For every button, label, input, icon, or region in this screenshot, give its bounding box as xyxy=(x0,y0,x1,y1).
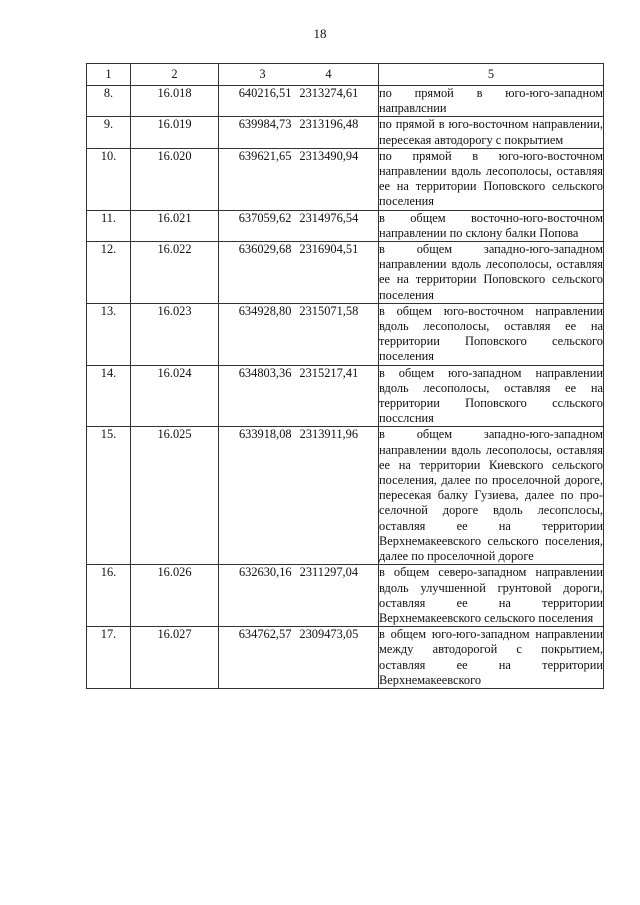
row-number: 8. xyxy=(87,86,131,117)
coordinates xyxy=(219,117,379,148)
row-number: 11. xyxy=(87,210,131,241)
coord-x: 632630,16 xyxy=(238,565,292,580)
table-row xyxy=(87,242,604,304)
header-col-5: 5 xyxy=(379,64,604,86)
header-row xyxy=(87,64,604,86)
direction-description: в общем западно-юго-западном направлении вдоль лесополосы, оставляя ее на территории Киевского сельского поселения, далее по проселочной дороге, пересекая балку Гузиева, далее по проселочной дороге вдоль лесопслосы, оставляя ее на территории Верхнемакеевского сельского поселения, далее по проселочной дороге xyxy=(379,427,603,564)
direction-description: по прямой в юго-юго-восточном направлении вдоль лесополосы, оставляя ее на территории Поповского сельского поселения xyxy=(379,148,603,209)
row-number: 10. xyxy=(87,148,131,210)
direction-description: в общем юго-восточном направлении вдоль лесополосы, оставляя ее на территории Поповского сельского поселения xyxy=(379,303,603,364)
coordinates xyxy=(219,303,379,365)
coord-x: 637059,62 xyxy=(238,210,292,225)
coordinates xyxy=(219,627,379,689)
point-id: 16.025 xyxy=(131,427,219,565)
coord-y: 2314976,54 xyxy=(299,210,359,225)
coord-y: 2313274,61 xyxy=(299,86,359,100)
coord-x: 634762,57 xyxy=(238,627,292,642)
page-number: 18 xyxy=(313,26,327,41)
header-col-3: 3 xyxy=(259,66,266,81)
table-row xyxy=(87,565,604,627)
point-id: 16.022 xyxy=(131,242,219,304)
coordinates xyxy=(219,365,379,427)
row-number: 16. xyxy=(87,565,131,627)
point-id: 16.026 xyxy=(131,565,219,627)
table-row xyxy=(87,427,604,565)
coord-y: 2313490,94 xyxy=(299,148,359,163)
table-row xyxy=(87,117,604,148)
coord-x: 639984,73 xyxy=(238,117,292,132)
table-row xyxy=(87,303,604,365)
direction-description: по прямой в юго-юго-западном направлснии xyxy=(379,86,603,116)
coord-x: 639621,65 xyxy=(238,148,292,163)
coord-y: 2313911,96 xyxy=(299,427,359,442)
header-col-1: 1 xyxy=(87,64,131,86)
table-body xyxy=(87,86,604,689)
coord-x: 634928,80 xyxy=(238,303,292,318)
coord-x: 640216,51 xyxy=(238,86,292,100)
point-id: 16.021 xyxy=(131,210,219,241)
coordinates xyxy=(219,242,379,304)
row-number: 9. xyxy=(87,117,131,148)
coord-y: 2309473,05 xyxy=(299,627,359,642)
point-id: 16.020 xyxy=(131,148,219,210)
table-row xyxy=(87,86,604,117)
header-col-4: 4 xyxy=(325,66,332,81)
coord-x: 634803,36 xyxy=(238,365,292,380)
coord-x: 633918,08 xyxy=(238,427,292,442)
coord-y: 2315217,41 xyxy=(299,365,359,380)
header-col-3-4 xyxy=(219,64,379,86)
row-number: 14. xyxy=(87,365,131,427)
point-id: 16.018 xyxy=(131,86,219,117)
direction-description: в общем юго-западном направлении вдоль лесополосы, оставляя ее на территории Поповского ссльского посслсния xyxy=(379,365,603,426)
coord-y: 2313196,48 xyxy=(299,117,359,132)
coord-x: 636029,68 xyxy=(238,242,292,257)
direction-description: в общем юго-юго-западном направлении между автодорогой с покрытием, оставляя ее на территории Верхнемакеевского xyxy=(379,627,603,687)
row-number: 13. xyxy=(87,303,131,365)
boundary-table xyxy=(86,63,604,689)
table-row xyxy=(87,210,604,241)
coordinates xyxy=(219,148,379,210)
direction-description: в общем западно-юго-западном направлении вдоль лесополосы, оставляя ее на территории Поповского сельского поселения xyxy=(379,242,603,302)
point-id: 16.023 xyxy=(131,303,219,365)
table-header xyxy=(87,64,604,86)
table-row xyxy=(87,365,604,427)
table-row xyxy=(87,148,604,210)
direction-description: по прямой в юго-восточном направлении, пересекая автодорогу с покрытием xyxy=(379,117,603,147)
table-row xyxy=(87,627,604,689)
coordinates xyxy=(219,210,379,241)
point-id: 16.019 xyxy=(131,117,219,148)
coordinates xyxy=(219,427,379,565)
point-id: 16.027 xyxy=(131,627,219,689)
row-number: 12. xyxy=(87,242,131,304)
coord-y: 2316904,51 xyxy=(299,242,359,257)
header-col-2: 2 xyxy=(131,64,219,86)
coordinates xyxy=(219,86,379,117)
point-id: 16.024 xyxy=(131,365,219,427)
coordinates xyxy=(219,565,379,627)
coord-y: 2315071,58 xyxy=(299,303,359,318)
coord-y: 2311297,04 xyxy=(299,565,359,580)
row-number: 17. xyxy=(87,627,131,689)
direction-description: в общем восточно-юго-восточном направлении по склону балки Попова xyxy=(379,210,603,240)
row-number: 15. xyxy=(87,427,131,565)
direction-description: в общем северо-западном направлении вдоль улучшенной грунтовой дороги, оставляя ее на территории Верхнемакеевского сельского поселения xyxy=(379,565,603,625)
